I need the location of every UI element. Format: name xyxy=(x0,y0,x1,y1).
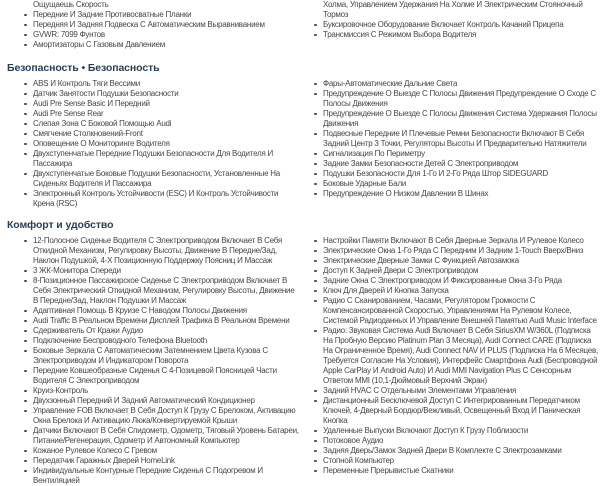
feature-text: 3 ЖК-Монитора Спереди xyxy=(33,266,121,275)
list-item xyxy=(23,139,300,149)
bullet-icon xyxy=(314,250,317,253)
bullet-icon xyxy=(314,163,317,166)
feature-text: Переменные Прерывистые Скатники xyxy=(323,466,454,475)
bullet-icon xyxy=(24,320,27,323)
bullet-icon xyxy=(24,123,27,126)
bullet-icon xyxy=(314,193,317,196)
feature-text: Предупреждение О Выезде С Полосы Движения Предупреждение О Сходе С Полосы Движения xyxy=(323,89,596,108)
list-item xyxy=(23,396,300,406)
list-item xyxy=(313,189,600,199)
feature-text: Боковые Ударные Бали xyxy=(323,179,407,188)
feature-text: Электрические Дверные Замки С Функцией Автозамока xyxy=(323,256,519,265)
feature-list-comfort-left xyxy=(0,236,300,486)
bullet-icon xyxy=(24,240,27,243)
feature-text: Боковые Зеркала С Автоматическим Затемнением Цвета Кузова С Электроприводом И Индикатором Поворота xyxy=(33,346,268,365)
list-item xyxy=(23,99,300,109)
bullet-icon xyxy=(314,24,317,27)
bullet-icon xyxy=(24,103,27,106)
feature-text: Передняя И Задняя Подвеска С Автоматическим Выравниванием xyxy=(33,20,265,29)
bullet-icon xyxy=(314,34,317,37)
list-item xyxy=(23,426,300,446)
list-item xyxy=(23,306,300,316)
feature-text: Сигнализация По Периметру xyxy=(323,149,425,158)
feature-list-top-right xyxy=(300,0,600,40)
bullet-icon xyxy=(314,330,317,333)
list-item xyxy=(23,266,300,276)
feature-text: Двухзонный Передний И Задний Автоматический Кондиционер xyxy=(33,396,255,405)
feature-text: Удаленные Выпуски Включают Доступ К Грузу Поблизости xyxy=(323,426,529,435)
feature-text: Сдерживатель От Кражи Аудио xyxy=(33,326,143,335)
feature-text: Двухступенчатые Боковые Подушки Безопасности, Установленные На Сиденьях Водителя И Пассажира xyxy=(33,169,280,188)
feature-text: Audi Pre Sense Basic И Передний xyxy=(33,99,150,108)
list-item xyxy=(23,109,300,119)
list-item xyxy=(313,20,600,30)
feature-text: GVWR: 7099 Фунтов xyxy=(33,30,105,39)
feature-text: Буксировочное Оборудование Включает Контроль Качаний Прицепа xyxy=(323,20,564,29)
list-item xyxy=(313,426,600,436)
feature-text: Потоковое Аудио xyxy=(323,436,384,445)
list-item xyxy=(23,169,300,189)
bullet-icon xyxy=(24,14,27,17)
section-title-safety: Безопасность • Безопасность xyxy=(7,62,160,74)
bullet-icon xyxy=(24,470,27,473)
wrapped-feature-line xyxy=(23,0,300,10)
bullet-icon xyxy=(314,400,317,403)
list-item xyxy=(313,109,600,129)
feature-text: Подвесные Передние И Плечевые Ремни Безопасности Включают В Себя Задний Центр 3 Точки, Регуляторы Высоты И Предварительно Натяжители xyxy=(323,129,587,148)
bullet-icon xyxy=(24,44,27,47)
list-item xyxy=(313,89,600,109)
feature-text: Смягчение Столкновений-Front xyxy=(33,129,143,138)
list-item xyxy=(313,266,600,276)
feature-text: Задняя Дверь/Замок Задней Двери В Комплекте С Электрозамками xyxy=(323,446,562,455)
bullet-icon xyxy=(24,450,27,453)
list-item xyxy=(23,386,300,396)
bullet-icon xyxy=(24,193,27,196)
bullet-icon xyxy=(24,390,27,393)
list-item xyxy=(23,236,300,266)
bullet-icon xyxy=(314,440,317,443)
bullet-icon xyxy=(24,330,27,333)
list-item xyxy=(23,119,300,129)
list-item xyxy=(23,366,300,386)
feature-text: Круиз-Контроль xyxy=(33,386,89,395)
bullet-icon xyxy=(314,183,317,186)
bullet-icon xyxy=(314,113,317,116)
wrapped-feature-line xyxy=(313,0,600,20)
bullet-icon xyxy=(24,280,27,283)
feature-text: Передние И Задние Противосватные Планки xyxy=(33,10,192,19)
bullet-icon xyxy=(24,430,27,433)
bullet-icon xyxy=(314,133,317,136)
feature-text: Электронный Контроль Устойчивости (ESC) И Контроль Устойчивости Крена (RSC) xyxy=(33,189,279,208)
list-item xyxy=(313,79,600,89)
feature-text: 8-Позиционное Пассажирское Сиденье С Электроприводом Включает В Себя Электрический Откидной Механизм, Регулировку Высоты, Движение В Передне/Зад, Наклон Подушки И Массаж xyxy=(33,276,295,305)
list-item xyxy=(23,466,300,486)
feature-text: Ключ Для Дверей И Кнопка Запуска xyxy=(323,286,449,295)
bullet-icon xyxy=(24,153,27,156)
feature-text: Адаптивная Помощь В Круизе С Наводом Полосы Движения xyxy=(33,306,247,315)
bullet-icon xyxy=(24,34,27,37)
list-item xyxy=(23,20,300,30)
feature-list-comfort-right xyxy=(300,236,600,476)
feature-text: Подушки Безопасности Для 1-Го И 2-Го Ряда Штор SIDEGUARD xyxy=(323,169,548,178)
list-item xyxy=(23,30,300,40)
list-item xyxy=(313,30,600,40)
bullet-icon xyxy=(314,430,317,433)
feature-list-top-left xyxy=(0,0,300,50)
list-item xyxy=(313,396,600,426)
list-item xyxy=(313,296,600,326)
feature-text: Дистанционный Бесключевой Доступ С Интегрированным Передатчиком Ключей, 4-Дверный Бордюр/Вежливый, Освещенный Вход И Паническая Кнопка xyxy=(323,396,581,425)
bullet-icon xyxy=(24,133,27,136)
feature-list-safety-right xyxy=(300,79,600,199)
feature-text: Амортизаторы С Газовым Давлением xyxy=(33,40,165,49)
bullet-icon xyxy=(24,24,27,27)
list-item xyxy=(23,336,300,346)
list-item xyxy=(313,436,600,446)
bullet-icon xyxy=(24,143,27,146)
feature-text: Доступ К Задней Двери С Электроприводом xyxy=(323,266,479,275)
bullet-icon xyxy=(314,260,317,263)
feature-text: Холма, Управлением Удержания На Холме И Электрическим Стояночный Тормоз xyxy=(323,0,583,19)
feature-list-safety-left xyxy=(0,79,300,209)
feature-text: Задние Замки Безопасности Детей С Электроприводом xyxy=(323,159,519,168)
bullet-icon xyxy=(24,83,27,86)
list-item xyxy=(23,129,300,139)
list-item xyxy=(23,316,300,326)
list-item xyxy=(23,189,300,209)
bullet-icon xyxy=(314,390,317,393)
list-item xyxy=(313,246,600,256)
bullet-icon xyxy=(314,83,317,86)
bullet-icon xyxy=(24,310,27,313)
list-item xyxy=(313,236,600,246)
feature-text: Радио: Звуковая Система Audi Включает В Себя SiriusXM W/360L (Подписка На Пробную Версию Platinum Plan 3 Месяца), Audi Connect CARE (Подписка На Ограниченное Время), Audi Connect NAV И PLUS (Подписка На 6 Месяцев, Требуется Согласие На Условия), Интерфейс Смартфона Audi (Беспроводной Apple CarPlay И Android Auto) И Audi MMI Navigation Plus С Сенсорным Ответом MMI (10,1-Дюймовый Верхний Экран) xyxy=(323,326,598,385)
feature-text: Двухступенчатые Передние Подушки Безопасности Для Водителя И Пассажира xyxy=(33,149,274,168)
bullet-icon xyxy=(314,450,317,453)
list-item xyxy=(23,89,300,99)
feature-text: Управление FOB Включает В Себя Доступ К Грузу С Брелоком, Активацию Окна Брелока И Активацию Люка/Конвертируемой Крыши xyxy=(33,406,296,425)
list-item xyxy=(23,10,300,20)
bullet-icon xyxy=(24,460,27,463)
bullet-icon xyxy=(24,350,27,353)
bullet-icon xyxy=(314,153,317,156)
feature-text: Audi Traffic В Реальном Времени Дисплей Трафика В Реальном Времени xyxy=(33,316,290,325)
feature-text: Оповещение О Мониторинге Водителя xyxy=(33,139,170,148)
feature-text: Кожаное Рулевое Колесо С Гревом xyxy=(33,446,157,455)
feature-text: Трансмиссия С Режимом Выбора Водителя xyxy=(323,30,477,39)
list-item xyxy=(313,179,600,189)
feature-text: Ощущаешь Скорость xyxy=(33,0,109,9)
list-item xyxy=(23,446,300,456)
bullet-icon xyxy=(314,240,317,243)
feature-text: Передние Ковшеобразные Сиденья С 4-Позицевой Поясницей Части Водителя С Электроприводом xyxy=(33,366,277,385)
bullet-icon xyxy=(24,370,27,373)
list-item xyxy=(313,386,600,396)
feature-text: Настройки Памяти Включают В Себя Дверные Зеркала И Рулевое Колесо xyxy=(323,236,584,245)
bullet-icon xyxy=(314,460,317,463)
feature-text: Audi Pre Sense Rear xyxy=(33,109,104,118)
feature-text: Радио С Сканированием, Часами, Регулятором Громкости С Компенсансированной Скоростью, Управлениями На Рулевом Колесе, Системой Радиоданных И Управление Внешней Памятью Audi Music Interface xyxy=(323,296,597,325)
bullet-icon xyxy=(24,113,27,116)
bullet-icon xyxy=(314,270,317,273)
bullet-icon xyxy=(24,93,27,96)
bullet-icon xyxy=(314,93,317,96)
feature-text: Задний HVAC С Отдельными Элементами Управления xyxy=(323,386,517,395)
list-item xyxy=(23,456,300,466)
bullet-icon xyxy=(24,340,27,343)
bullet-icon xyxy=(24,270,27,273)
list-item xyxy=(23,326,300,336)
feature-text: Датчики Включают В Себя Спидометр, Одометр, Тяговый Уровень Батареи, Питание/Регенерация, Одометр И Автономный Компьютер xyxy=(33,426,299,445)
list-item xyxy=(23,406,300,426)
bullet-icon xyxy=(314,290,317,293)
bullet-icon xyxy=(24,400,27,403)
feature-text: Подключение Беспроводного Телефона Bluetooth xyxy=(33,336,207,345)
list-item xyxy=(313,456,600,466)
feature-text: Передатчик Гаражных Дверей HomeLink xyxy=(33,456,175,465)
feature-text: Электрические Окна 1-Го Ряда С Передним И Задним 1-Touch Вверх/Вниз xyxy=(323,246,584,255)
feature-text: Задние Окна С Электроприводом И Фиксированные Окна 3-Го Ряда xyxy=(323,276,562,285)
bullet-icon xyxy=(24,173,27,176)
list-item xyxy=(23,149,300,169)
list-item xyxy=(313,466,600,476)
list-item xyxy=(313,446,600,456)
bullet-icon xyxy=(314,300,317,303)
list-item xyxy=(313,326,600,386)
feature-text: Слепая Зона С Боковой Помощью Audi xyxy=(33,119,172,128)
list-item xyxy=(23,40,300,50)
list-item xyxy=(313,276,600,286)
list-item xyxy=(313,149,600,159)
list-item xyxy=(313,159,600,169)
feature-text: Стопной Компьютер xyxy=(323,456,394,465)
feature-text: Датчик Занятости Подушки Безопасности xyxy=(33,89,179,98)
list-item xyxy=(313,169,600,179)
bullet-icon xyxy=(24,410,27,413)
bullet-icon xyxy=(314,280,317,283)
list-item xyxy=(313,256,600,266)
list-item xyxy=(313,129,600,149)
feature-text: ABS И Контроль Тяги Вессими xyxy=(33,79,141,88)
list-item xyxy=(23,346,300,366)
safety-feature-columns xyxy=(0,79,600,209)
bullet-icon xyxy=(314,470,317,473)
section-title-comfort: Комфорт и удобство xyxy=(7,219,114,231)
comfort-feature-columns xyxy=(0,236,600,486)
list-item xyxy=(23,276,300,306)
list-item xyxy=(23,79,300,89)
top-feature-columns xyxy=(0,0,600,50)
feature-text: 12-Полосное Сиденье Водителя С Электроприводом Включает В Себя Откидной Механизм, Регулировку Высоты, Движение В Передне/Зад, Наклон Подушкой, 4-Х Позиционную Поддержку Поясниц И Массаж xyxy=(33,236,282,265)
feature-text: Фары-Автоматические Дальние Света xyxy=(323,79,458,88)
bullet-icon xyxy=(314,173,317,176)
feature-text: Предупреждение О Низком Давлении В Шинах xyxy=(323,189,489,198)
feature-text: Индивидуальные Контурные Передние Сиденья С Подогревом И Вентиляцией xyxy=(33,466,263,485)
feature-text: Предупреждение О Выезде С Полосы Движения Система Удержания Полосы Движения xyxy=(323,109,597,128)
list-item xyxy=(313,286,600,296)
